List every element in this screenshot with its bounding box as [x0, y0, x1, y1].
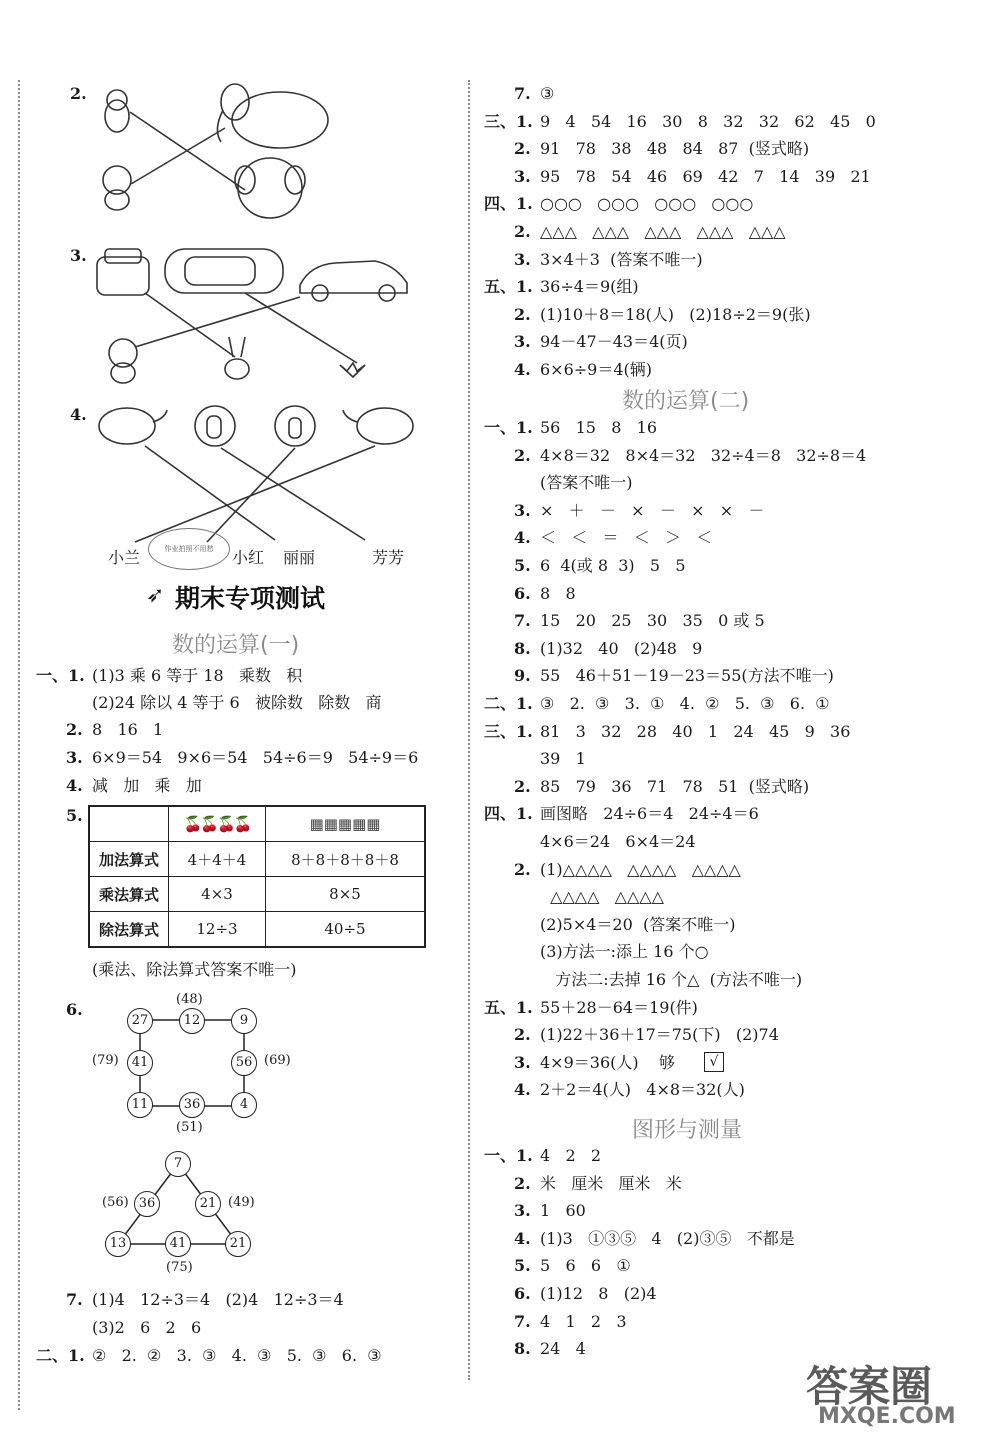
line-label: 2. — [514, 1173, 531, 1193]
line-label: 2. — [66, 720, 83, 739]
name-xiaolan: 小兰 — [108, 548, 141, 567]
line-label: 3. — [514, 166, 531, 186]
line-label: 3. — [514, 249, 531, 269]
line-label: 四、1. — [484, 804, 533, 824]
circle-number: 12 — [179, 1008, 205, 1034]
line-text: 2＋2＝4(人) 4×8＝32(人) — [540, 1080, 745, 1100]
section-title-2: 数的运算(二) — [622, 389, 750, 414]
line-text: ○○○ ○○○ ○○○ ○○○ — [540, 194, 754, 214]
line-label: 3. — [514, 332, 531, 352]
square-left-sum: (79) — [92, 1053, 119, 1068]
question-2-number: 2. — [70, 84, 87, 103]
line-text: 55＋28－64＝19(件) — [540, 997, 698, 1017]
line-text: △△△ △△△ △△△ △△△ △△△ — [540, 222, 786, 241]
line-label: 五、1. — [484, 277, 533, 297]
line-text: 95 78 54 46 69 42 7 14 39 21 — [540, 166, 871, 186]
line-label: 二、1. — [484, 694, 533, 713]
line-text: (1)22＋36＋17＝75(下) (2)74 — [540, 1025, 779, 1045]
line-label: 四、1. — [484, 194, 533, 214]
line-label: 9. — [514, 666, 531, 686]
line-label: 4. — [514, 1228, 531, 1248]
line-text: 4 1 2 3 — [540, 1311, 627, 1331]
line-label: 2. — [514, 304, 531, 324]
line-text: (2)24 除以 4 等于 6 被除数 除数 商 — [92, 693, 382, 712]
line-text: 94－47－43＝4(页) — [540, 332, 688, 352]
line-label: 3. — [514, 1201, 531, 1221]
line-label: 5. — [66, 806, 83, 825]
table-note: (乘法、除法算式答案不唯一) — [92, 960, 297, 979]
line-text: ＜ ＜ ＝ ＜ ＞ ＜ — [540, 528, 713, 548]
line-label: 三、1. — [484, 721, 533, 741]
line-label: 4. — [514, 528, 531, 548]
line-text: 24 4 — [540, 1339, 586, 1359]
name-xiaohong: 小红 — [232, 548, 265, 567]
matching-teapots-figure — [95, 400, 435, 550]
square-bottom-sum: (51) — [176, 1120, 203, 1135]
line-label: 一、1. — [484, 1146, 533, 1165]
line-text: (1)3 乘 6 等于 18 乘数 积 — [92, 666, 303, 685]
cell: 40÷5 — [266, 912, 426, 948]
table-row — [89, 842, 425, 877]
square-right-sum: (69) — [264, 1053, 291, 1068]
circle-number: 41 — [165, 1231, 191, 1257]
triangle-bottom-sum: (75) — [166, 1260, 193, 1275]
triangle-right-sum: (49) — [228, 1195, 255, 1210]
line-label: 3. — [514, 1052, 531, 1072]
line-label: 3. — [66, 748, 83, 767]
line-text: 6×9＝54 9×6＝54 54÷6＝9 54÷9＝6 — [92, 748, 419, 767]
line-label: 一、1. — [484, 418, 533, 437]
line-text: ② 2. ② 3. ③ 4. ③ 5. ③ 6. ③ — [92, 1346, 382, 1365]
line-text: 5 6 6 ① — [540, 1256, 631, 1276]
line-text: 6 4(或 8 3) 5 5 — [540, 556, 686, 575]
cubes-icon: ▦▦▦▦▦ — [266, 806, 426, 842]
line-text: 1 60 — [540, 1201, 586, 1221]
line-label: 2. — [514, 445, 531, 465]
line-text: 8 16 1 — [92, 720, 164, 739]
line-text: 4 2 2 — [540, 1146, 602, 1165]
question-3-number: 3. — [70, 246, 87, 265]
line-text: 9 4 54 16 30 8 32 32 62 45 0 — [540, 111, 876, 131]
line-text: (1)3 ①③⑤ 4 (2)③⑤ 不都是 — [540, 1228, 795, 1248]
line-text: (3)方法一:添上 16 个○ — [540, 942, 709, 962]
main-title: 期末专项测试 — [175, 584, 326, 613]
row-label: 乘法算式 — [89, 877, 169, 912]
cherries-icon: 🍒🍒🍒🍒 — [169, 806, 266, 842]
question-6-number: 6. — [66, 1000, 83, 1019]
rocket-icon: ➶ — [146, 583, 165, 608]
line-label: 五、1. — [484, 997, 533, 1017]
line-text: × ＋ － × － × × － — [540, 500, 765, 520]
line-text: 91 78 38 48 84 87 (竖式略) — [540, 139, 810, 159]
line-text: 4×9＝36(人) 够 — [540, 1052, 675, 1072]
line-text: 画图略 24÷6＝4 24÷4＝6 — [540, 804, 759, 824]
row-label: 加法算式 — [89, 842, 169, 877]
line-text: (1)32 40 (2)48 9 — [540, 638, 703, 658]
name-lili: 丽丽 — [283, 548, 316, 567]
square-top-sum: (48) — [176, 992, 203, 1007]
circle-number: 7 — [165, 1151, 191, 1177]
watermark-url: MXQE.COM — [818, 1404, 956, 1429]
line-label: 6. — [514, 1284, 531, 1303]
line-label: 2. — [514, 776, 531, 796]
line-text: (1)12 8 (2)4 — [540, 1284, 657, 1303]
line-text: 4×8＝32 8×4＝32 32÷4＝8 32÷8＝4 — [540, 445, 867, 465]
circle-number: 21 — [195, 1191, 221, 1217]
question-4-number: 4. — [70, 405, 87, 424]
line-label: 3. — [514, 500, 531, 520]
line-label: 4. — [514, 360, 531, 379]
line-label: 7. — [66, 1290, 83, 1309]
cell: 4×3 — [169, 877, 266, 912]
page-edge-dotted-line — [18, 80, 20, 1410]
expression-table — [88, 805, 426, 948]
line-label: 7. — [514, 1311, 531, 1331]
line-label: 8. — [514, 638, 531, 658]
line-text: 8 8 — [540, 583, 576, 603]
line-label: 7. — [514, 84, 531, 103]
line-label: 2. — [514, 1025, 531, 1045]
circle-number: 9 — [231, 1008, 257, 1034]
line-text: 36÷4＝9(组) — [540, 277, 639, 297]
table-row — [89, 912, 425, 948]
line-label: 5. — [514, 1256, 531, 1276]
circle-number: 27 — [127, 1008, 153, 1034]
circle-number: 41 — [127, 1050, 153, 1076]
line-text: (答案不唯一) — [540, 473, 633, 493]
line-text: 米 厘米 厘米 米 — [540, 1173, 682, 1193]
matching-animals-figure — [95, 80, 335, 220]
line-label: 4. — [514, 1080, 531, 1100]
line-label: 5. — [514, 556, 531, 575]
circle-number: 36 — [134, 1191, 160, 1217]
matching-cars-figure — [95, 245, 425, 395]
circle-number: 13 — [105, 1231, 131, 1257]
line-label: 一、1. — [36, 666, 85, 685]
circle-number: 36 — [179, 1092, 205, 1118]
line-text: (1)4 12÷3＝4 (2)4 12÷3＝4 — [92, 1290, 344, 1309]
name-fangfang: 芳芳 — [372, 548, 405, 567]
line-text: 15 20 25 30 35 0 或 5 — [540, 611, 765, 631]
watermark-logo: 答案圈 — [806, 1362, 933, 1411]
homework-stamp: 作业拍照不用愁 — [148, 528, 230, 570]
triangle-left-sum: (56) — [102, 1195, 129, 1210]
row-label: 除法算式 — [89, 912, 169, 948]
line-label: 6. — [514, 583, 531, 603]
line-text: (1)10＋8＝18(人) (2)18÷2＝9(张) — [540, 304, 811, 324]
line-text: ③ 2. ③ 3. ① 4. ② 5. ③ 6. ① — [540, 694, 830, 713]
line-label: 7. — [514, 611, 531, 631]
line-text: 3×4＋3 (答案不唯一) — [540, 249, 703, 269]
line-text: ③ — [540, 84, 555, 103]
line-label: 三、1. — [484, 111, 533, 131]
cell: 8×5 — [266, 877, 426, 912]
line-text: 4×6＝24 6×4＝24 — [540, 832, 696, 851]
line-label: 8. — [514, 1339, 531, 1359]
table-row — [89, 877, 425, 912]
circle-number: 4 — [231, 1092, 257, 1118]
line-label: 2. — [514, 222, 531, 241]
line-text: △△△△ △△△△ — [540, 887, 664, 907]
line-label: 2. — [514, 859, 531, 879]
section-title-1: 数的运算(一) — [172, 633, 300, 658]
line-label: 4. — [66, 776, 83, 795]
line-label: 二、1. — [36, 1346, 85, 1365]
cell: 8＋8＋8＋8＋8 — [266, 842, 426, 877]
line-text: 56 15 8 16 — [540, 418, 658, 437]
line-text: 减 加 乘 加 — [92, 776, 202, 795]
line-text: (1)△△△△ △△△△ △△△△ — [540, 859, 741, 879]
line-text: 6×6÷9＝4(辆) — [540, 360, 653, 379]
table-corner-cell — [89, 806, 169, 842]
line-text: 85 79 36 71 78 51 (竖式略) — [540, 776, 810, 796]
column-divider — [468, 80, 470, 1380]
line-text: 39 1 — [540, 749, 586, 769]
cell: 4＋4＋4 — [169, 842, 266, 877]
line-text: 81 3 32 28 40 1 24 45 9 36 — [540, 721, 851, 741]
line-text: (2)5×4＝20 (答案不唯一) — [540, 914, 736, 934]
cell: 12÷3 — [169, 912, 266, 948]
circle-number: 11 — [127, 1092, 153, 1118]
line-text: (3)2 6 2 6 — [92, 1318, 202, 1337]
circle-number: 56 — [231, 1050, 257, 1076]
line-label: 2. — [514, 139, 531, 159]
line-text: 方法二:去掉 16 个△ (方法不唯一) — [540, 970, 803, 989]
circle-number: 21 — [225, 1231, 251, 1257]
checkbox-checked-icon: √ — [704, 1052, 724, 1072]
line-text: 55 46＋51－19－23＝55(方法不唯一) — [540, 666, 834, 686]
section-title-3: 图形与测量 — [632, 1118, 743, 1143]
